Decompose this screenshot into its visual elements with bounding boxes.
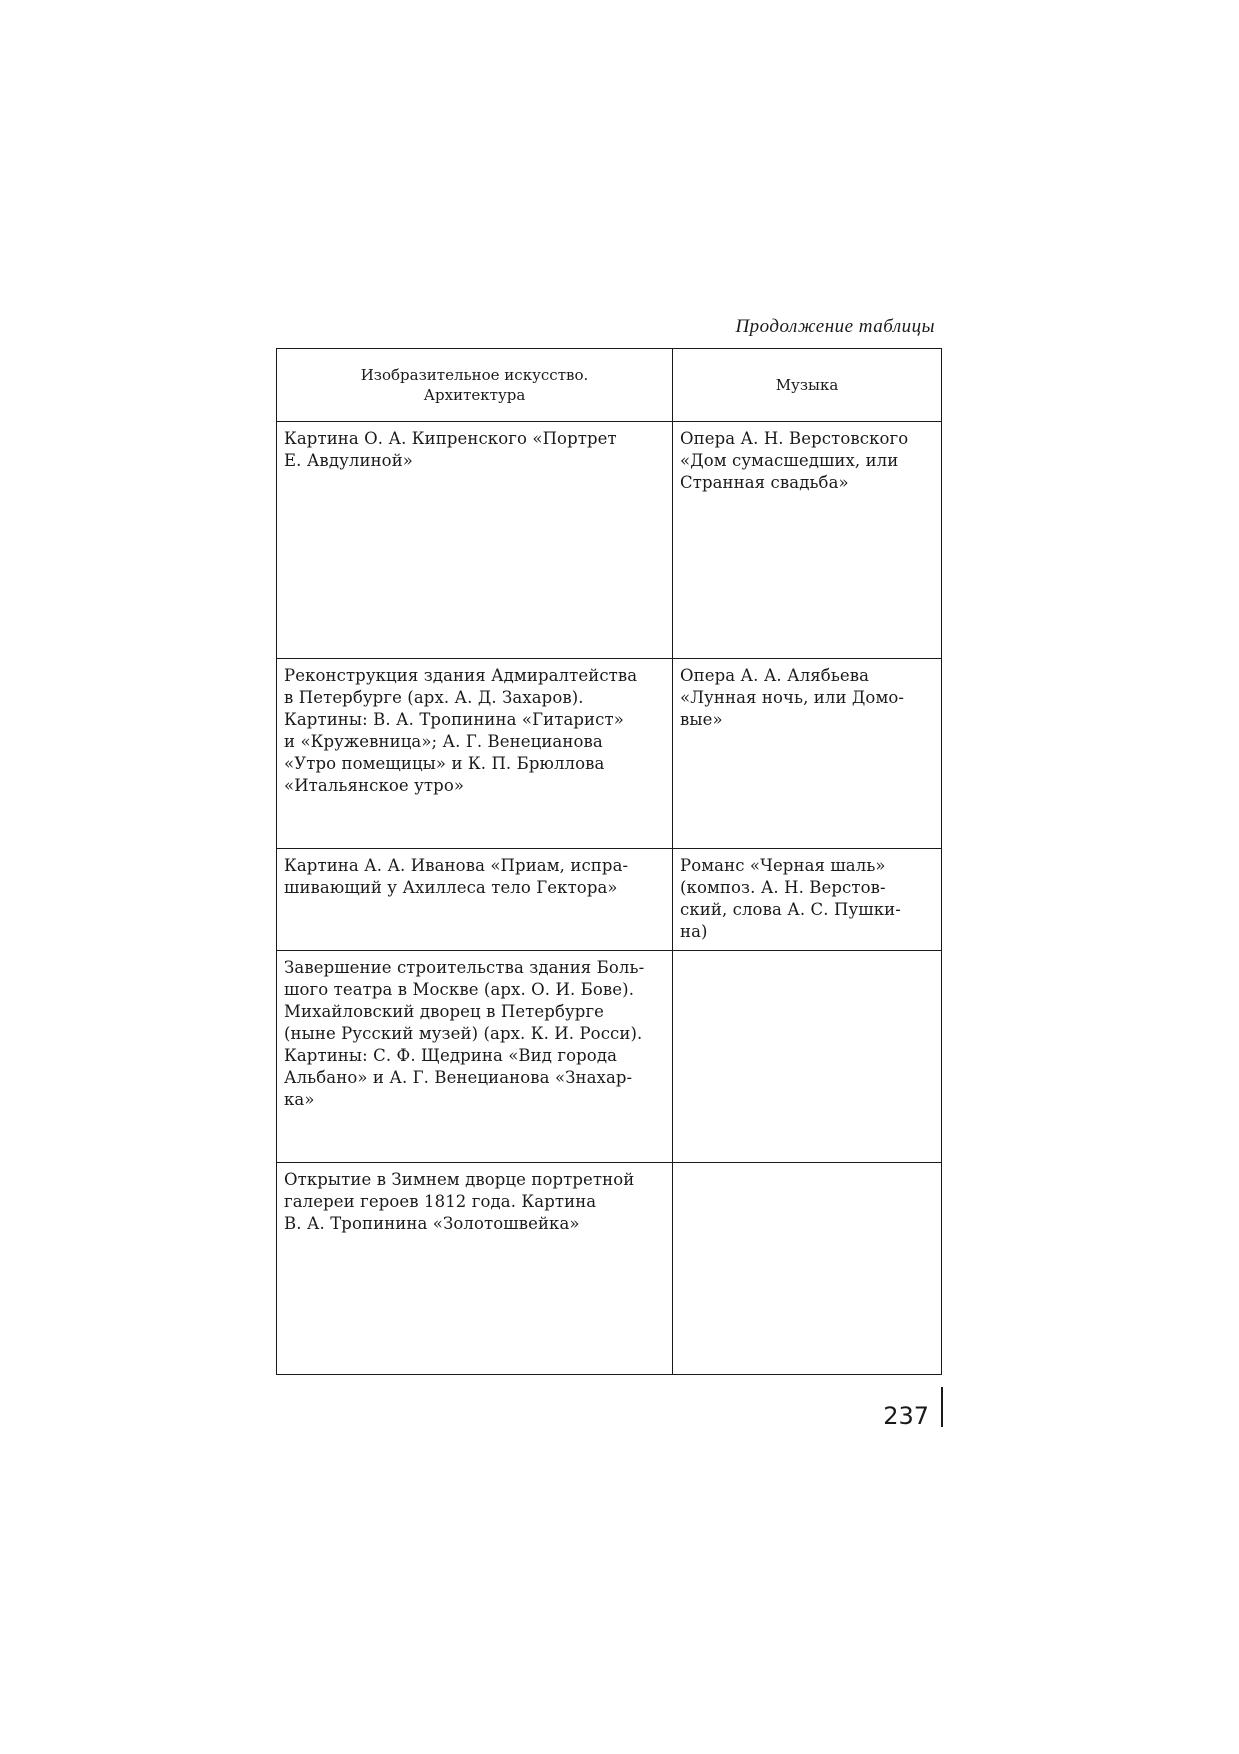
page-number: 237: [883, 1402, 929, 1430]
cell-music: [673, 1163, 942, 1375]
table-row: [277, 659, 942, 849]
header-art: [277, 349, 673, 422]
header-art-text: Изобразительное искусство. Архитектура: [360, 366, 589, 404]
cell-art-text: Картина О. А. Кипренского «Портрет Е. Авдулиной»: [284, 429, 617, 470]
comparison-table: [276, 348, 942, 1375]
cell-art: [277, 1163, 673, 1375]
cell-art-text: Картина А. А. Иванова «Приам, испра- шивающий у Ахиллеса тело Гектора»: [284, 856, 629, 897]
cell-music: [673, 849, 942, 951]
page-number-rule: [941, 1387, 943, 1427]
table-caption: Продолжение таблицы: [735, 316, 935, 337]
cell-art-text: Реконструкция здания Адмиралтейства в Петербурге (арх. А. Д. Захаров). Картины: В. А. Тропинина «Гитарист» и «Кружевница»; А. Г. Венецианова «Утро помещицы» и К. П. Брюллова «Итальянское утро»: [284, 666, 638, 795]
cell-music-text: Опера А. А. Алябьева «Лунная ночь, или Домо- вые»: [680, 666, 905, 729]
table-row: [277, 1163, 942, 1375]
cell-music-text: [673, 951, 941, 957]
cell-art-text: Завершение строительства здания Боль- шого театра в Москве (арх. О. И. Бове). Михайловский дворец в Петербурге (ныне Русский музей) (арх. К. И. Росси). Картины: С. Ф. Щедрина «Вид города Альбано» и А. Г. Венецианова «Знахар- ка»: [284, 958, 645, 1109]
cell-music-text: Романс «Черная шаль» (композ. А. Н. Верстов- ский, слова А. С. Пушки- на): [680, 856, 901, 941]
cell-music: [673, 422, 942, 659]
table-row: [277, 951, 942, 1163]
header-music: [673, 349, 942, 422]
table-row: [277, 422, 942, 659]
table-row: [277, 849, 942, 951]
table-header-row: [277, 349, 942, 422]
cell-music-text: [673, 1163, 941, 1169]
cell-music: [673, 951, 942, 1163]
cell-art: [277, 659, 673, 849]
cell-art: [277, 951, 673, 1163]
cell-music-text: Опера А. Н. Верстовского «Дом сумасшедших, или Странная свадьба»: [680, 429, 909, 492]
cell-music: [673, 659, 942, 849]
cell-art: [277, 849, 673, 951]
header-music-text: Музыка: [775, 376, 839, 394]
cell-art: [277, 422, 673, 659]
cell-art-text: Открытие в Зимнем дворце портретной галереи героев 1812 года. Картина В. А. Тропинина «Золотошвейка»: [284, 1170, 635, 1233]
